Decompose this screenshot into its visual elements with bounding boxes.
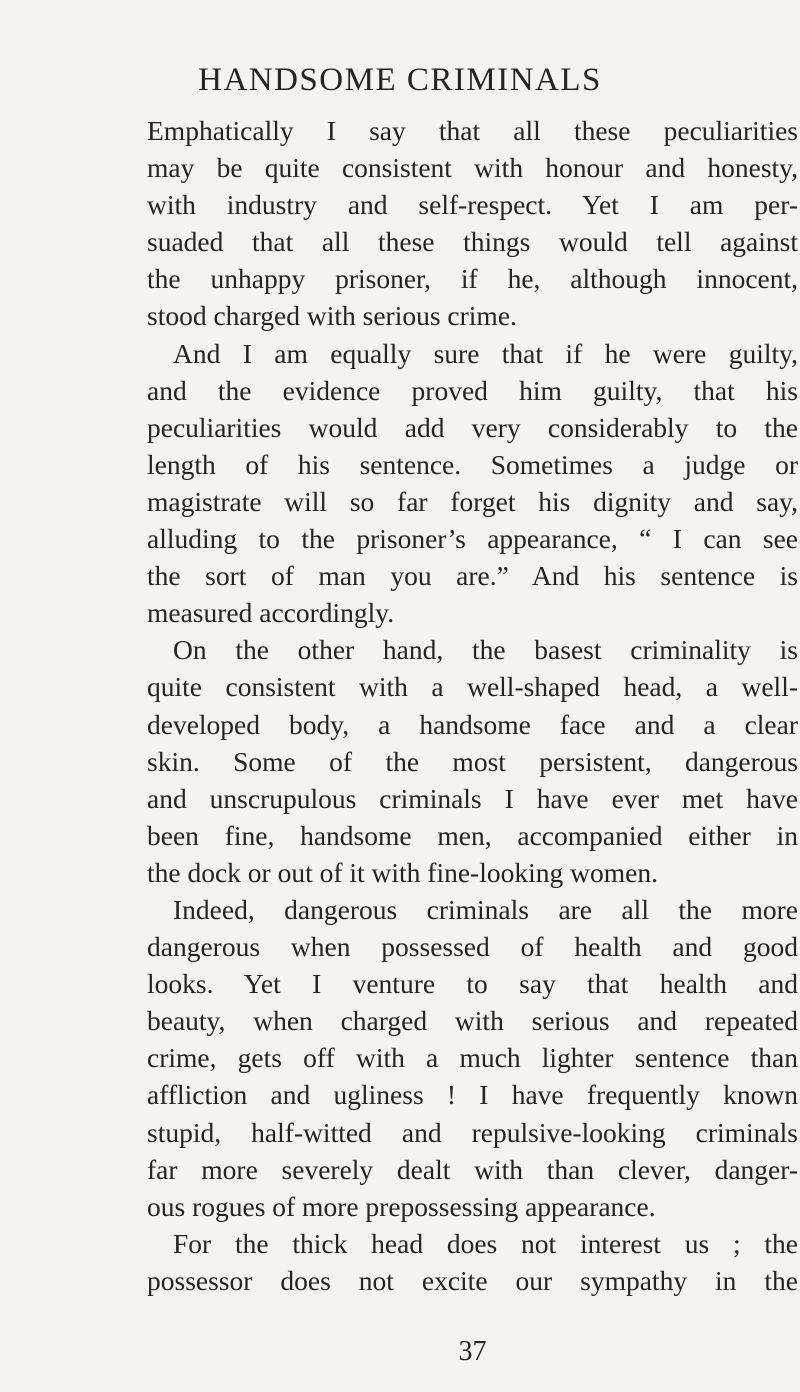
text-line: and unscrupulous criminals I have ever met have bbox=[147, 782, 798, 814]
text-line: Indeed, dangerous criminals are all the more bbox=[173, 893, 798, 925]
text-line: possessor does not excite our sympathy in the bbox=[147, 1264, 798, 1296]
text-line: suaded that all these things would tell against bbox=[147, 226, 798, 258]
text-line: affliction and ugliness ! I have frequently known bbox=[147, 1079, 798, 1111]
text-line: measured accordingly. bbox=[147, 597, 395, 629]
text-line: developed body, a handsome face and a clear bbox=[147, 708, 798, 740]
text-line: peculiarities would add very considerably to the bbox=[147, 411, 798, 443]
text-line: stood charged with serious crime. bbox=[147, 300, 517, 332]
text-line: the sort of man you are.” And his sentence is bbox=[147, 560, 798, 592]
text-line: and the evidence proved him guilty, that his bbox=[147, 374, 798, 406]
text-line: ous rogues of more prepossessing appearance. bbox=[147, 1190, 656, 1222]
text-line: may be quite consistent with honour and honesty, bbox=[147, 152, 798, 184]
text-line: magistrate will so far forget his dignity and say, bbox=[147, 485, 798, 517]
text-line: Emphatically I say that all these peculiarities bbox=[147, 115, 798, 146]
text-line: crime, gets off with a much lighter sentence than bbox=[147, 1042, 798, 1074]
text-line: beauty, when charged with serious and repeated bbox=[147, 1005, 798, 1037]
text-line: quite consistent with a well-shaped head, a well- bbox=[147, 671, 798, 703]
text-line: dangerous when possessed of health and good bbox=[147, 931, 798, 963]
page-number: 37 bbox=[458, 1336, 487, 1367]
text-line: And I am equally sure that if he were guilty, bbox=[173, 337, 798, 369]
body-text bbox=[147, 112, 798, 1299]
text-line: the dock or out of it with fine-looking women. bbox=[147, 856, 658, 888]
text-line: For the thick head does not interest us ; the bbox=[173, 1227, 798, 1259]
text-line: stupid, half-witted and repulsive-looking criminals bbox=[147, 1116, 798, 1148]
text-line: with industry and self-respect. Yet I am per- bbox=[147, 189, 798, 221]
text-line: far more severely dealt with than clever, danger- bbox=[147, 1153, 798, 1185]
text-line: looks. Yet I venture to say that health and bbox=[147, 968, 798, 1000]
text-line: been fine, handsome men, accompanied either in bbox=[147, 819, 798, 851]
text-line: alluding to the prisoner’s appearance, “ I can see bbox=[147, 523, 798, 555]
running-title: HANDSOME CRIMINALS bbox=[198, 62, 602, 98]
text-line: the unhappy prisoner, if he, although innocent, bbox=[147, 263, 798, 295]
text-line: On the other hand, the basest criminality is bbox=[173, 634, 798, 666]
text-line: length of his sentence. Sometimes a judge or bbox=[147, 448, 798, 480]
text-line: skin. Some of the most persistent, dangerous bbox=[147, 745, 798, 777]
